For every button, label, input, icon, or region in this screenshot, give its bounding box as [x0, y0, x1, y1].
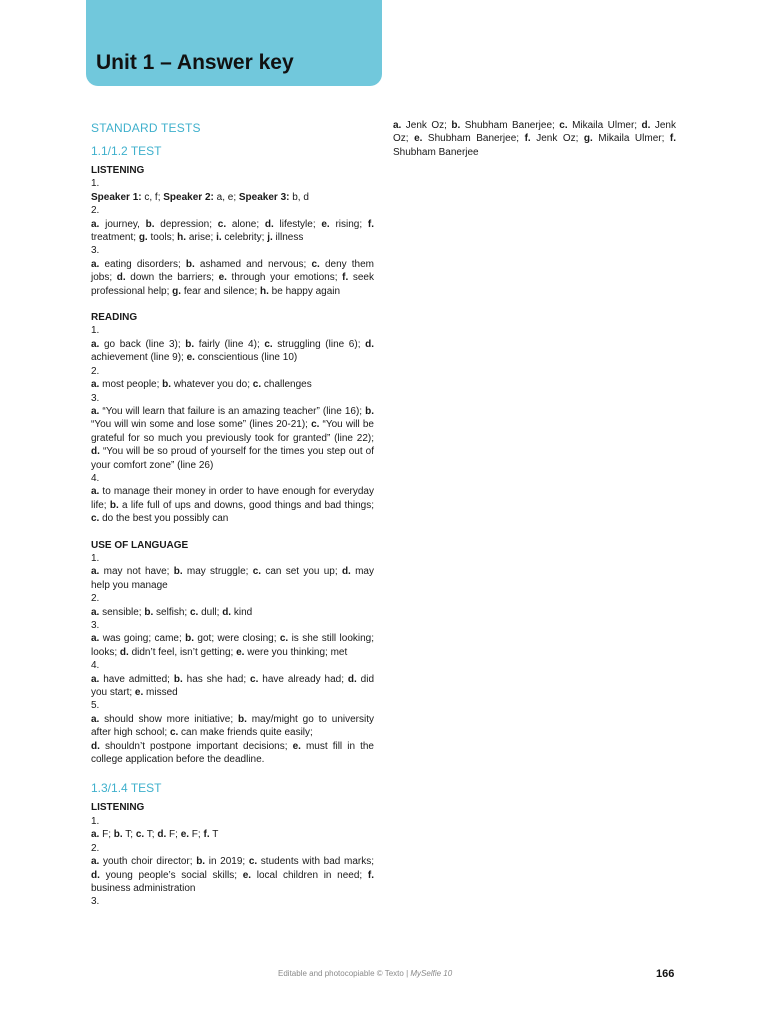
question-number: 5. [91, 700, 100, 712]
answer-text: a. go back (line 3); b. fairly (line 4); c. struggling (line 6); d. achievement (line 9); e. conscientious (line 10) [91, 338, 374, 364]
footer-book-title: MySelfie 10 [410, 969, 453, 978]
section-heading: READING [91, 312, 138, 324]
section-heading: USE OF LANGUAGE [91, 539, 189, 551]
page-title: Unit 1 – Answer key [96, 51, 294, 74]
page-number: 166 [656, 968, 675, 980]
question-number: 2. [91, 842, 100, 854]
answer-text: a. most people; b. whatever you do; c. challenges [91, 379, 312, 391]
left-column [91, 120, 374, 909]
test-heading: 1.1/1.2 TEST [91, 144, 162, 158]
footer-prefix: Editable and photocopiable © Texto | [278, 969, 411, 978]
answer-text: a. sensible; b. selfish; c. dull; d. kind [91, 606, 253, 618]
question-number: 3. [91, 620, 100, 631]
question-number: 4. [91, 472, 100, 484]
answer-text: Speaker 1: c, f; Speaker 2: a, e; Speaker 3: b, d [91, 191, 309, 203]
question-number: 2. [91, 365, 100, 377]
question-number: 2. [91, 593, 100, 605]
answer-text: a. to manage their money in order to have enough for everyday life; b. a life full of ups and downs, good things and bad things; c. do the best you possibly can [91, 486, 374, 525]
question-number: 1. [91, 325, 100, 337]
answer-text: a. journey, b. depression; c. alone; d. lifestyle; e. rising; f. treatment; g. tools; h. arise; i. celebrity; j. illness [91, 218, 374, 244]
section-heading: LISTENING [91, 165, 145, 176]
question-number: 4. [91, 660, 100, 672]
answer-continuation: a. Jenk Oz; b. Shubham Banerjee; c. Mikaila Ulmer; d. Jenk Oz; e. Shubham Banerjee; f. Jenk Oz; g. Mikaila Ulmer; f. Shubham Banerjee [393, 120, 677, 158]
answer-text: a. should show more initiative; b. may/might go to university after high school; c. can make friends quite easily; d. shouldn’t postpone important decisions; e. must fill in the college application before the deadline. [91, 713, 374, 766]
answer-text: a. “You will learn that failure is an amazing teacher” (line 16); b. “You will win some and lose some” (lines 20-21); c. “You will be grateful for so much you previously took for granted” (line 22); d. “You will be so proud of yourself for the times you step out of your comfort zone” (line 26) [91, 405, 374, 471]
test-heading: 1.3/1.4 TEST [91, 781, 162, 796]
question-number: 3. [91, 245, 100, 257]
question-number: 3. [91, 896, 100, 908]
footer [0, 968, 768, 982]
answer-text: a. may not have; b. may struggle; c. can set you up; d. may help you manage [91, 566, 374, 591]
question-number: 1. [91, 552, 100, 564]
question-number: 1. [91, 815, 100, 827]
question-number: 3. [91, 392, 100, 404]
answer-text: a. F; b. T; c. T; d. F; e. F; f. T [91, 829, 219, 841]
right-column [393, 119, 676, 159]
answer-text: a. was going; came; b. got; were closing; c. is she still looking; looks; d. didn’t feel, isn’t getting; e. were you thinking; met [91, 633, 375, 658]
answer-text: a. have admitted; b. has she had; c. have already had; d. did you start; e. missed [91, 673, 375, 699]
standard-tests-label: STANDARD TESTS [91, 121, 201, 135]
title-banner [86, 0, 382, 86]
answer-text: a. youth choir director; b. in 2019; c. students with bad marks; d. young people’s social skills; e. local children in need; f. business administration [91, 856, 374, 894]
footer-copyright [278, 969, 452, 978]
section-heading: LISTENING [91, 802, 145, 814]
answer-text: a. eating disorders; b. ashamed and nervous; c. deny them jobs; d. down the barriers; e. through your emotions; f. seek professional help; g. fear and silence; h. be happy again [91, 258, 374, 297]
question-number: 1. [91, 178, 100, 190]
question-number: 2. [91, 205, 100, 217]
